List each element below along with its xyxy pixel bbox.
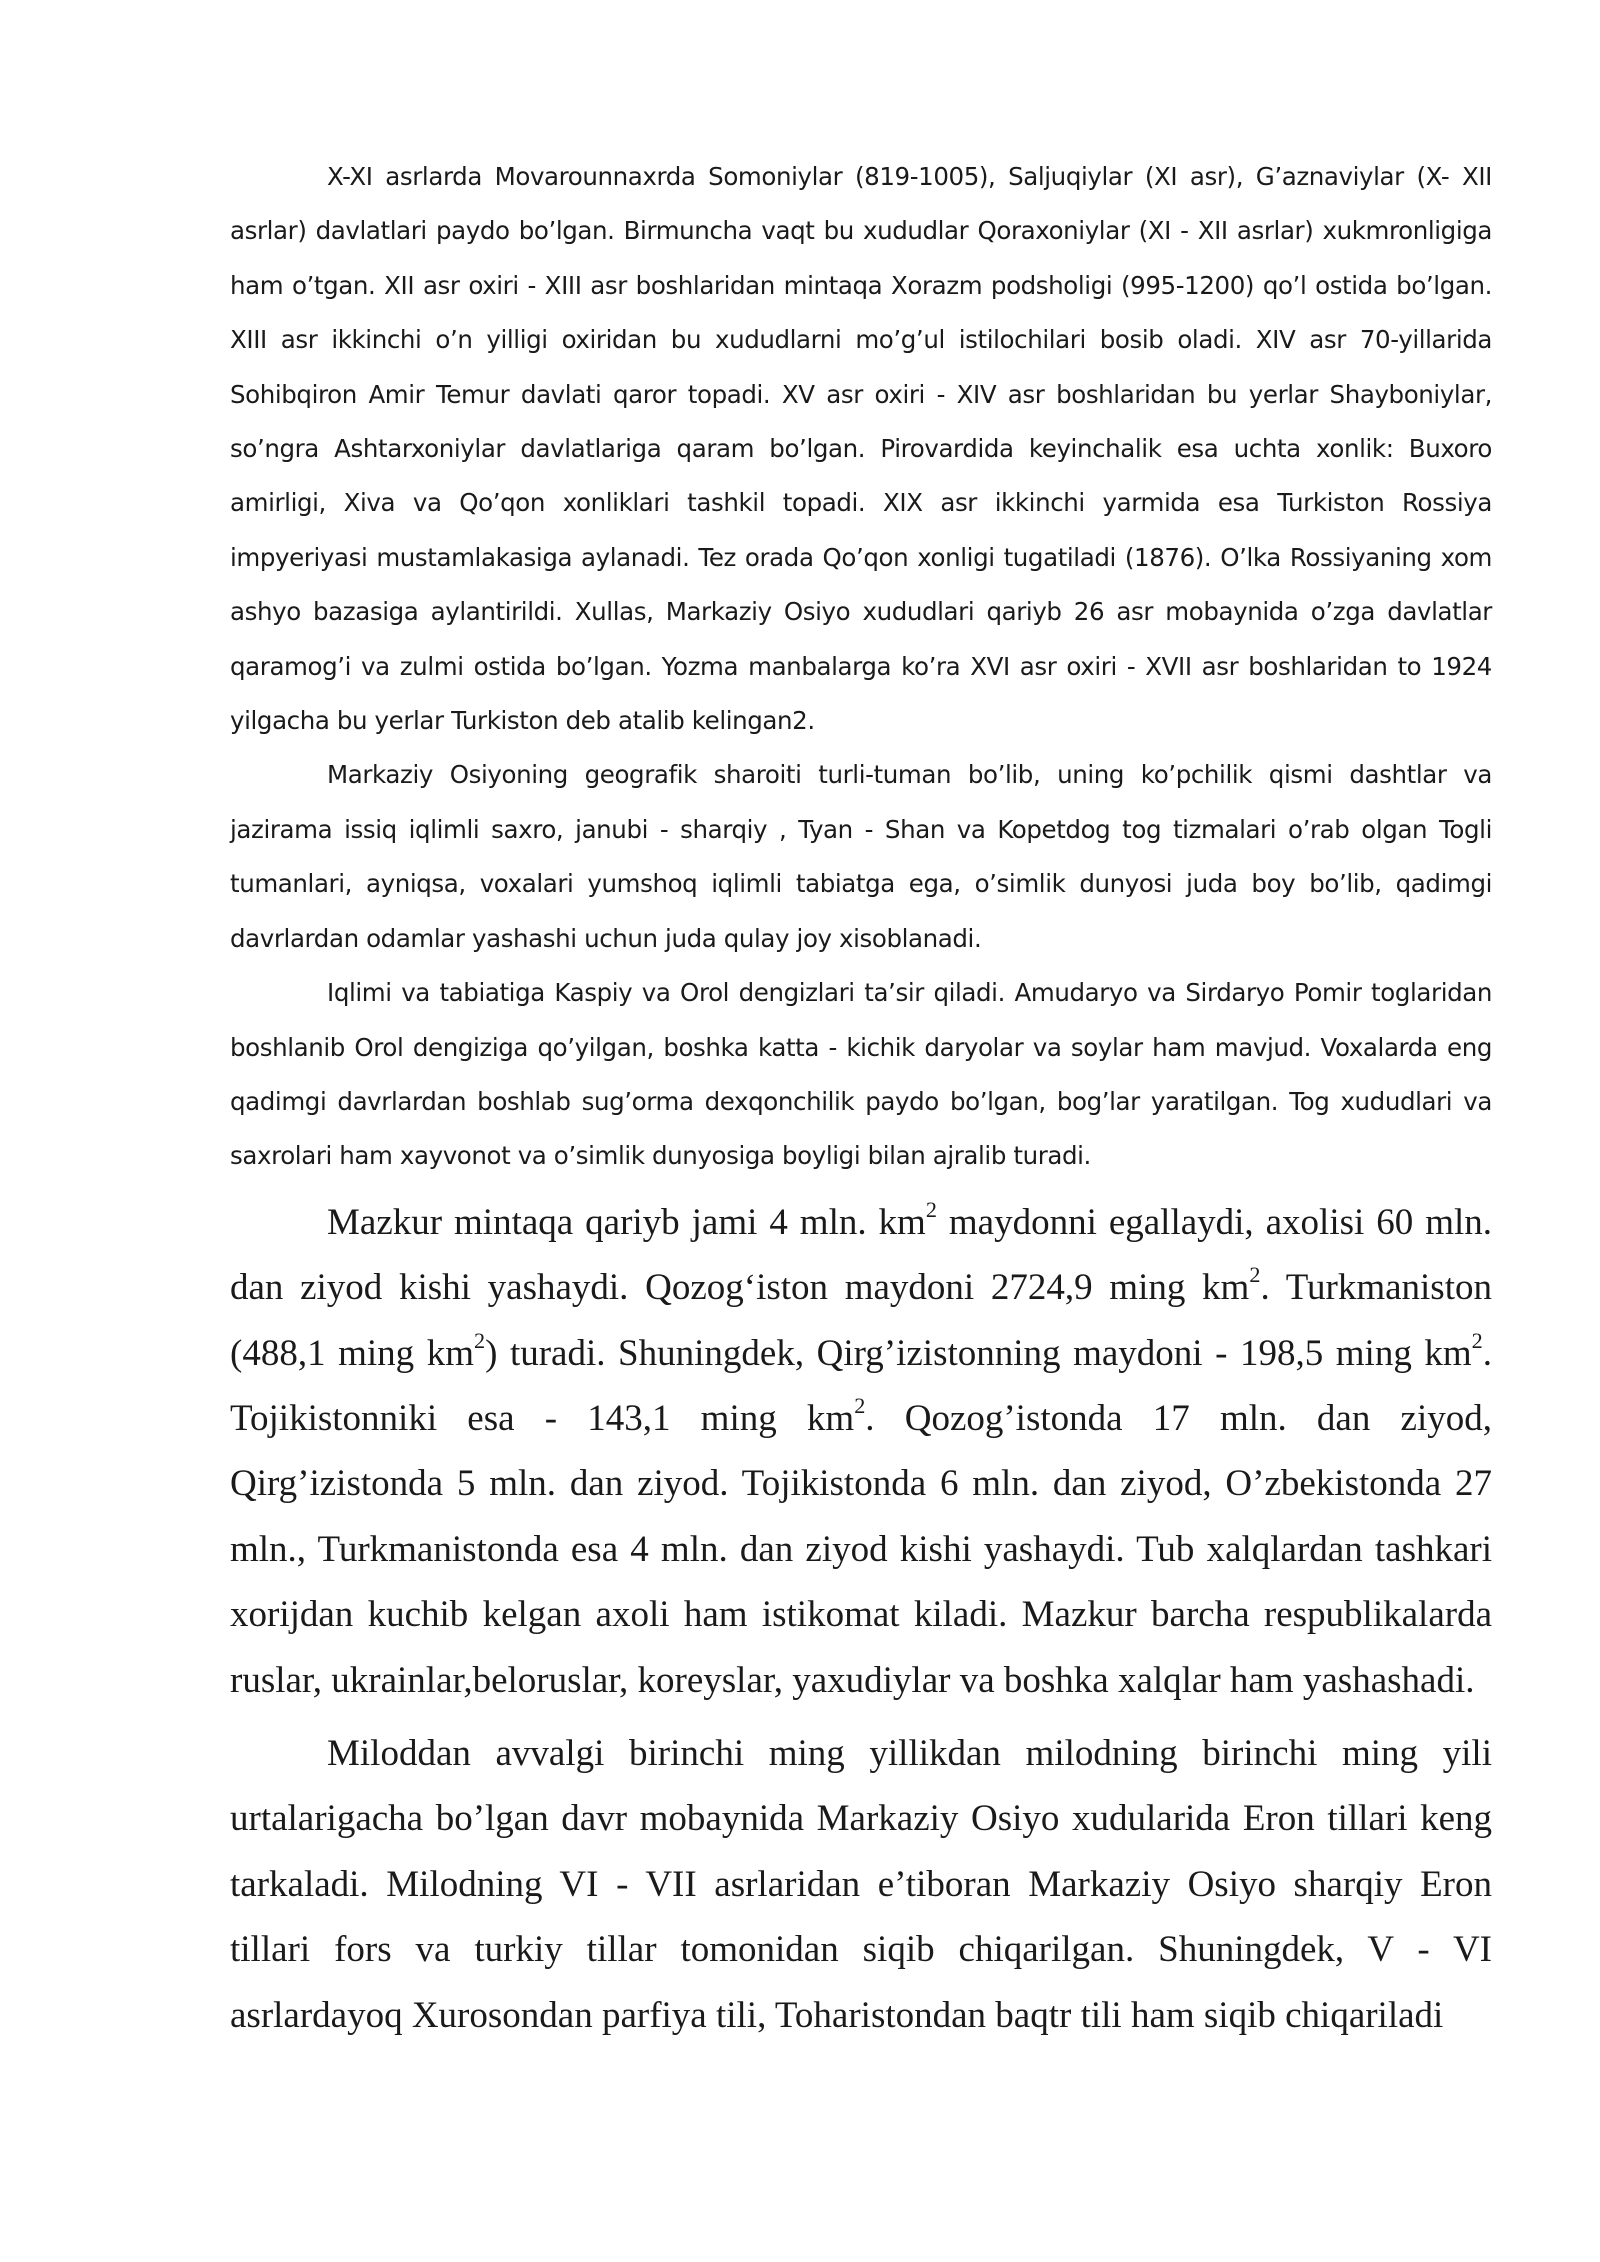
superscript: 2 — [854, 1393, 866, 1419]
paragraph-languages: Miloddan avvalgi birinchi ming yillikdan milodning birinchi ming yili urtalarigacha bo’lgan davr mobaynida Markaziy Osiyo xudularida Eron tillari keng tarkaladi. Milodning VI - VII asrlaridan e’tiboran Markaziy Osiyo sharqiy Eron tillari fors va turkiy tillar tomonidan siqib chiqarilgan. Shuningdek, V - VI asrlardayoq Xurosondan parfiya tili, Toharistondan baqtr tili ham siqib chiqariladi — [230, 1732, 1492, 2036]
superscript: 2 — [925, 1197, 937, 1223]
superscript: 2 — [474, 1327, 486, 1353]
paragraph-dynasties: X-XI asrlarda Movarounnaxrda Somoniylar (819-1005), Saljuqiylar (XI asr), G’aznaviylar (X- XII asrlar) davlatlari paydo bo’lgan. Birmuncha vaqt bu xududlar Qoraxoniylar (XI - XII asrlar) xukmronligiga ham o’tgan. XII asr oxiri - XIII asr boshlaridan mintaqa Xorazm podsholigi (995-1200) qo’l ostida bo’lgan. XIII asr ikkinchi o’n yilligi oxiridan bu xududlarni mo’g’ul istilochilari bosib oladi. XIV asr 70-yillarida Sohibqiron Amir Temur davlati qaror topadi. XV asr oxiri - XIV asr boshlaridan bu yerlar Shayboniylar, so’ngra Ashtarxoniylar davlatlariga qaram bo’lgan. Pirovardida keyinchalik esa uchta xonlik: Buxoro amirligi, Xiva va Qo’qon xonliklari tashkil topadi. XIX asr ikkinchi yarmida esa Turkiston Rossiya impyeriyasi mustamlakasiga aylanadi. Tez orada Qo’qon xonligi tugatiladi (1876). O’lka Rossiyaning xom ashyo bazasiga aylantirildi. Xullas, Markaziy Osiyo xududlari qariyb 26 asr mobaynida o’zga davlatlar qaramog’i va zulmi ostida bo’lgan. Yozma manbalarga ko’ra XVI asr oxiri - XVII asr boshlaridan to 1924 yilgacha bu yerlar Turkiston deb atalib kelingan2. — [230, 162, 1492, 736]
text-run: . Qozog’istonda 17 mln. dan ziyod, Qirg’izistonda 5 mln. dan ziyod. Tojikistonda 6 mln. dan ziyod, O’zbekistonda 27 mln., Turkmanistonda esa 4 mln. dan ziyod kishi yashaydi. Tub xalqlardan tashkari xorijdan kuchib kelgan axoli ham istikomat kiladi. Mazkur barcha respublikalarda ruslar, ukrainlar,beloruslar, koreyslar, yaxudiylar va boshka xalqlar ham yashashadi. — [230, 1397, 1492, 1701]
text-run: Mazkur mintaqa qariyb jami 4 mln. km — [327, 1201, 926, 1243]
document-page — [230, 150, 1492, 2048]
paragraph-climate: Iqlimi va tabiatiga Kaspiy va Orol dengizlari ta’sir qiladi. Amudaryo va Sirdaryo Pomir toglaridan boshlanib Orol dengiziga qo’yilgan, boshka katta - kichik daryolar va soylar ham mavjud. Voxalarda eng qadimgi davrlardan boshlab sug’orma dexqonchilik paydo bo’lgan, bog’lar yaratilgan. Tog xududlari va saxrolari ham xayvonot va o’simlik dunyosiga boyligi bilan ajralib turadi. — [230, 978, 1492, 1171]
paragraph-population — [230, 1190, 1492, 1713]
text-run: . Turkmaniston (488,1 ming km — [230, 1267, 1492, 1374]
text-run: maydonni egallaydi, axolisi 60 mln. dan ziyod kishi yashaydi. Qozog‘iston maydoni 2724,9 ming km — [230, 1201, 1493, 1309]
paragraph-geography: Markaziy Osiyoning geografik sharoiti turli-tuman bo’lib, uning ko’pchilik qismi dashtlar va jazirama issiq iqlimli saxro, janubi - sharqiy , Tyan - Shan va Kopetdog tog tizmalari o’rab olgan Togli tumanlari, ayniqsa, voxalari yumshoq iqlimli tabiatga ega, o’simlik dunyosi juda boy bo’lib, qadimgi davrlardan odamlar yashashi uchun juda qulay joy xisoblanadi. — [230, 760, 1492, 953]
text-run: ) turadi. Shuningdek, Qirg’izistonning maydoni - 198,5 ming km — [485, 1332, 1472, 1374]
superscript: 2 — [1249, 1262, 1261, 1288]
superscript: 2 — [1471, 1327, 1483, 1353]
text-run: . Tojikistonniki esa - 143,1 ming km — [230, 1332, 1492, 1439]
